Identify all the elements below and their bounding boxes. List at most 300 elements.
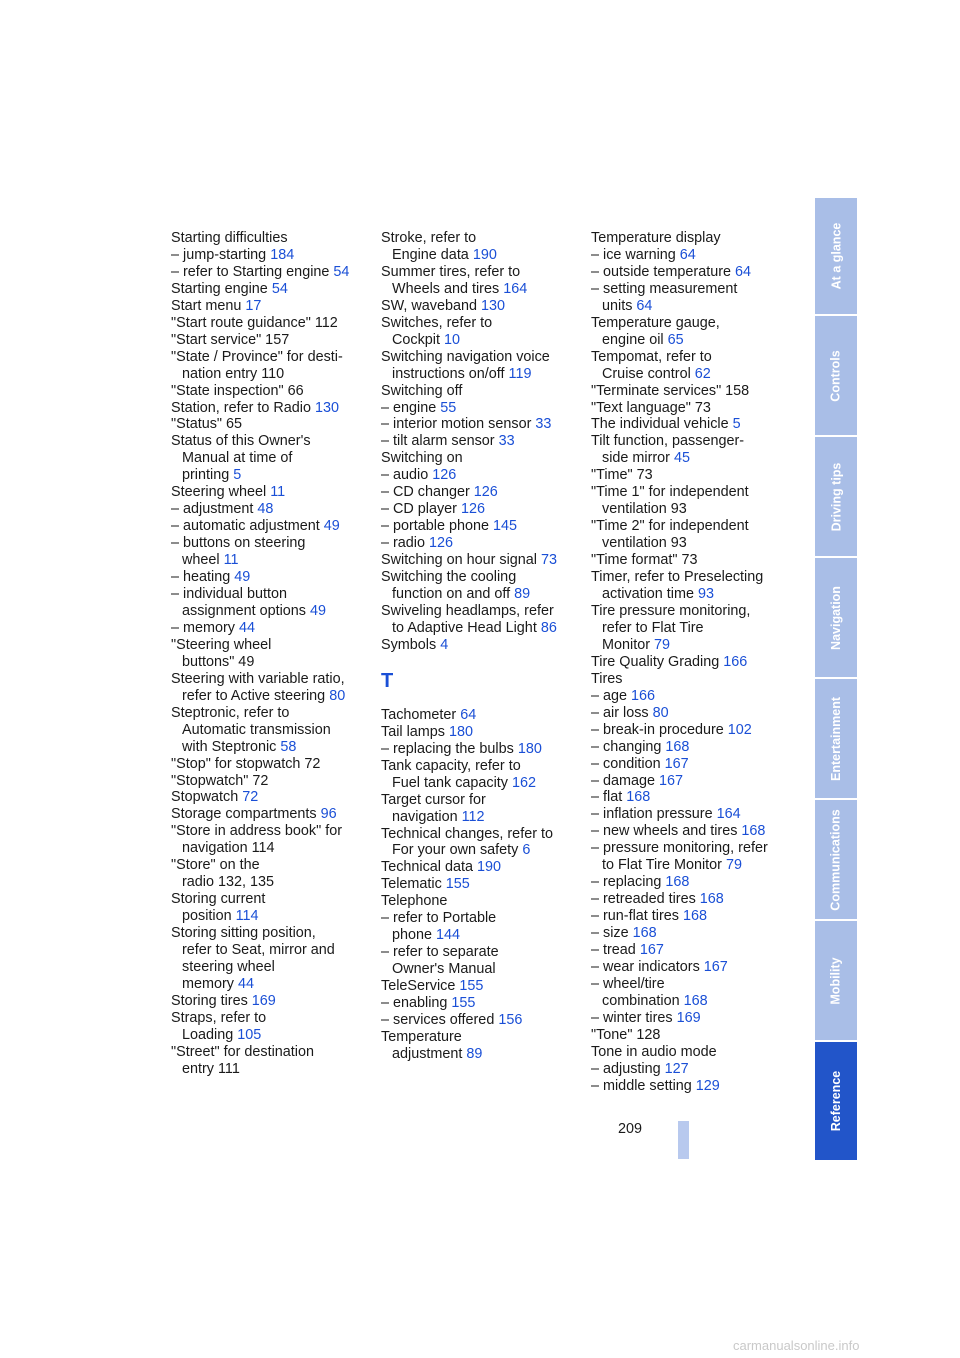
index-entry-text: Tire Quality Grading <box>591 653 724 670</box>
index-entry <box>171 1010 371 1027</box>
page-link[interactable]: 130 <box>314 399 339 416</box>
index-entry <box>171 891 371 908</box>
index-entry-text: Status of this Owner's <box>171 433 311 450</box>
index-entry <box>591 1027 791 1044</box>
index-entry <box>171 518 371 535</box>
tab-reference[interactable] <box>815 1042 857 1160</box>
index-entry-text: to Flat Tire Monitor <box>602 857 726 874</box>
index-entry <box>171 1044 371 1061</box>
index-entry-text: Tilt function, passenger- <box>591 433 745 450</box>
index-letter-heading: T <box>381 669 394 692</box>
index-entry-text: Switches, refer to <box>381 314 493 331</box>
index-entry <box>171 247 371 264</box>
index-entry-text: – memory <box>171 619 239 636</box>
tab-at-a-glance[interactable] <box>815 198 857 314</box>
tab-label: Controls <box>829 349 844 402</box>
index-entry <box>381 876 581 893</box>
index-entry-text: "Tone" 128 <box>591 1026 661 1043</box>
page-link[interactable]: 80 <box>652 704 669 721</box>
index-entry <box>381 230 581 247</box>
index-entry-text: Manual at time of <box>182 450 293 467</box>
tab-mobility[interactable] <box>815 921 857 1040</box>
index-entry-text: – enabling <box>381 995 452 1012</box>
index-entry-text: "Stop" for stopwatch 72 <box>171 755 321 772</box>
index-entry-text: Tires <box>591 670 623 687</box>
index-entry <box>381 741 581 758</box>
index-entry-text: – engine <box>381 399 441 416</box>
page-link[interactable]: 65 <box>667 331 684 348</box>
index-entry <box>591 484 791 501</box>
index-entry-text: – flat <box>591 789 627 806</box>
page-link[interactable]: 44 <box>238 619 255 636</box>
page-link[interactable]: 164 <box>503 280 528 297</box>
index-entry <box>171 586 371 603</box>
index-entry-text: Starting engine <box>171 280 272 297</box>
index-entry-text: "State / Province" for desti- <box>171 348 343 365</box>
page-link[interactable]: 127 <box>664 1060 689 1077</box>
index-entry-text: Timer, refer to Preselecting <box>591 569 764 586</box>
page-link[interactable]: 156 <box>498 1011 523 1028</box>
index-entry <box>171 773 371 790</box>
index-entry-text: Tire pressure monitoring, <box>591 602 751 619</box>
index-entry <box>171 349 371 366</box>
page-link[interactable]: 155 <box>459 978 484 995</box>
index-entry-text: Tachometer <box>381 706 461 723</box>
page-link[interactable]: 62 <box>694 365 711 382</box>
index-entry <box>591 315 791 332</box>
index-entry-text: Loading <box>182 1026 238 1043</box>
page-link[interactable]: 86 <box>540 619 557 636</box>
page-link[interactable]: 72 <box>242 789 259 806</box>
index-entry-text: Tail lamps <box>381 723 449 740</box>
index-entry-text: Storing current <box>171 891 266 908</box>
page-link[interactable]: 167 <box>664 755 689 772</box>
index-entry-text: – CD changer <box>381 484 474 501</box>
index-entry <box>381 995 581 1012</box>
index-entry <box>591 501 791 518</box>
index-entry-text: Target cursor for <box>381 791 486 808</box>
page-link[interactable]: 126 <box>460 501 485 518</box>
index-entry-text: refer to Active steering <box>182 687 330 704</box>
index-entry-text: – break-in procedure <box>591 721 728 738</box>
index-entry-text: Steering wheel <box>171 484 271 501</box>
page-link[interactable]: 167 <box>659 772 684 789</box>
tab-navigation[interactable] <box>815 558 857 677</box>
page-link[interactable]: 79 <box>653 636 670 653</box>
page-link[interactable]: 168 <box>665 874 690 891</box>
index-entry <box>171 857 371 874</box>
index-entry <box>171 383 371 400</box>
tab-driving-tips[interactable] <box>815 437 857 556</box>
page-link[interactable]: 190 <box>477 859 502 876</box>
index-entry-text: – heating <box>171 569 235 586</box>
index-entry <box>381 433 581 450</box>
page-link[interactable]: 166 <box>723 653 748 670</box>
page-link[interactable]: 155 <box>445 876 470 893</box>
page-link[interactable]: 126 <box>432 467 457 484</box>
tab-controls[interactable] <box>815 316 857 435</box>
index-entry <box>171 450 371 467</box>
page-link[interactable]: 144 <box>436 927 461 944</box>
index-entry-text: – damage <box>591 772 660 789</box>
page-link[interactable]: 166 <box>631 687 656 704</box>
tab-communications[interactable] <box>815 800 857 919</box>
index-entry-text: Storing sitting position, <box>171 925 316 942</box>
index-entry <box>171 671 371 688</box>
index-entry <box>171 908 371 925</box>
page-link[interactable]: 11 <box>223 552 239 569</box>
page-link[interactable]: 145 <box>493 518 518 535</box>
index-entry <box>171 688 371 705</box>
index-entry-text: Temperature display <box>591 230 721 246</box>
index-entry-text: Telephone <box>381 893 448 910</box>
index-entry <box>381 552 581 569</box>
page-link[interactable]: 126 <box>429 535 454 552</box>
index-entry-text: ventilation 93 <box>602 535 687 552</box>
index-entry-text: Temperature gauge, <box>591 314 720 331</box>
tab-label: Navigation <box>829 585 843 650</box>
index-entry-text: position <box>182 908 236 925</box>
index-entry <box>381 383 581 400</box>
index-entry <box>591 773 791 790</box>
page-link[interactable]: 155 <box>451 995 476 1012</box>
index-entry-text: "Start route guidance" 112 <box>171 314 338 331</box>
index-entry <box>171 925 371 942</box>
index-entry-text: "Start service" 157 <box>171 331 290 348</box>
index-entry <box>591 1078 791 1095</box>
index-entry-text: Stroke, refer to <box>381 230 477 246</box>
index-entry-text: – inflation pressure <box>591 806 717 823</box>
index-entry-text: Summer tires, refer to <box>381 263 521 280</box>
index-entry-text: "Time format" 73 <box>591 552 698 569</box>
index-entry <box>381 298 581 315</box>
index-entry <box>381 707 581 724</box>
page-link[interactable]: 168 <box>626 789 651 806</box>
index-entry-text: "Store" on the <box>171 857 260 874</box>
index-entry-text: Automatic transmission <box>182 721 331 738</box>
index-entry <box>591 586 791 603</box>
page-link[interactable]: 80 <box>329 687 346 704</box>
index-entry-text: – ice warning <box>591 246 680 263</box>
index-entry-text: – outside temperature <box>591 263 735 280</box>
index-entry <box>591 959 791 976</box>
page-link[interactable]: 10 <box>443 331 460 348</box>
index-entry <box>171 840 371 857</box>
index-entry-text: activation time <box>602 586 698 603</box>
index-entry <box>591 569 791 586</box>
page-link[interactable]: 49 <box>310 602 327 619</box>
index-entry-text: "Store in address book" for <box>171 823 343 840</box>
page-link[interactable]: 33 <box>498 433 515 450</box>
index-entry <box>591 467 791 484</box>
page-link[interactable]: 64 <box>735 263 752 280</box>
index-entry <box>171 501 371 518</box>
index-entry-text: memory <box>182 975 238 992</box>
page-link[interactable]: 96 <box>320 806 337 823</box>
page-link[interactable]: 169 <box>251 992 276 1009</box>
index-entry <box>381 535 581 552</box>
index-entry-text: "Street" for destination <box>171 1043 315 1060</box>
tab-label: Mobility <box>829 956 843 1005</box>
index-entry-text: Tone in audio mode <box>591 1043 717 1060</box>
page-link[interactable]: 169 <box>676 1009 701 1026</box>
index-entry <box>381 893 581 910</box>
page-link[interactable]: 89 <box>466 1045 483 1062</box>
index-entry-text: Starting difficulties <box>171 230 288 246</box>
page-link[interactable]: 33 <box>535 416 552 433</box>
index-entry <box>591 281 791 298</box>
index-entry <box>591 840 791 857</box>
index-entry <box>381 603 581 620</box>
index-entry-text: Steptronic, refer to <box>171 704 290 721</box>
page-link[interactable]: 45 <box>673 450 690 467</box>
page-link[interactable]: 49 <box>234 569 251 586</box>
index-entry-text: – interior motion sensor <box>381 416 536 433</box>
index-entry <box>381 758 581 775</box>
index-entry-text: function on and off <box>392 586 515 603</box>
index-entry-text: – automatic adjustment <box>171 518 324 535</box>
index-entry-text: to Adaptive Head Light <box>392 619 541 636</box>
index-entry <box>381 724 581 741</box>
index-entry <box>171 976 371 993</box>
page-link[interactable]: 48 <box>257 501 274 518</box>
index-entry-text: – adjustment <box>171 501 258 518</box>
index-entry-text: Temperature <box>381 1028 462 1045</box>
index-entry <box>171 433 371 450</box>
index-entry <box>381 775 581 792</box>
page-link[interactable]: 184 <box>270 246 295 263</box>
index-entry-text: navigation <box>392 808 462 825</box>
index-entry <box>591 942 791 959</box>
page-link[interactable]: 5 <box>233 467 242 484</box>
page-link[interactable]: 126 <box>473 484 498 501</box>
page-link[interactable]: 58 <box>280 738 297 755</box>
page-link[interactable]: 112 <box>461 808 485 825</box>
index-entry-text: – adjusting <box>591 1060 665 1077</box>
page-link[interactable]: 54 <box>271 280 288 297</box>
index-entry-text: Stopwatch <box>171 789 243 806</box>
page-link[interactable]: 168 <box>683 992 708 1009</box>
index-entry-text: assignment options <box>182 602 310 619</box>
tab-entertainment[interactable] <box>815 679 857 798</box>
page-link[interactable]: 168 <box>699 891 724 908</box>
index-entry <box>591 518 791 535</box>
page-link[interactable]: 79 <box>725 857 742 874</box>
index-entry-text: Station, refer to Radio <box>171 399 315 416</box>
page-link[interactable]: 129 <box>695 1077 720 1094</box>
index-entry <box>591 349 791 366</box>
index-entry-text: "Status" 65 <box>171 416 243 433</box>
index-entry-text: – middle setting <box>591 1077 696 1094</box>
page-link[interactable]: 168 <box>632 925 657 942</box>
index-entry <box>381 792 581 809</box>
page-link[interactable]: 93 <box>697 586 714 603</box>
page-link[interactable]: 44 <box>237 975 254 992</box>
index-entry <box>591 925 791 942</box>
index-entry-text: Switching on hour signal <box>381 552 541 569</box>
index-entry-text: – replacing <box>591 874 666 891</box>
index-entry-text: Tank capacity, refer to <box>381 757 521 774</box>
index-entry <box>171 484 371 501</box>
watermark: carmanualsonline.info <box>733 1338 860 1353</box>
index-entry-text: – portable phone <box>381 518 494 535</box>
index-entry <box>171 874 371 891</box>
index-entry <box>381 332 581 349</box>
index-entry-text: "Time" 73 <box>591 467 653 484</box>
index-entry-text: – winter tires <box>591 1009 677 1026</box>
index-entry <box>591 1010 791 1027</box>
page-link[interactable]: 5 <box>732 416 741 433</box>
index-entry <box>381 927 581 944</box>
index-entry <box>171 467 371 484</box>
index-entry <box>381 1046 581 1063</box>
index-entry <box>591 298 791 315</box>
index-entry-text: – air loss <box>591 704 653 721</box>
index-entry-text: Storage compartments <box>171 806 321 823</box>
page-link[interactable]: 105 <box>237 1026 262 1043</box>
index-entry-text: combination <box>602 992 684 1009</box>
index-entry-text: For your own safety <box>392 842 523 859</box>
page-link[interactable]: 162 <box>511 774 536 791</box>
index-entry-text: Wheels and tires <box>392 280 504 297</box>
index-entry <box>171 806 371 823</box>
index-entry <box>381 859 581 876</box>
index-entry-text: Engine data <box>392 246 473 263</box>
index-entry <box>381 1029 581 1046</box>
index-entry-text: phone <box>392 927 437 944</box>
index-entry <box>171 281 371 298</box>
index-entry-text: – refer to Starting engine <box>171 263 334 280</box>
index-entry <box>591 383 791 400</box>
page-number: 209 <box>618 1121 643 1137</box>
page-link[interactable]: 167 <box>703 958 728 975</box>
page-link[interactable]: 11 <box>270 484 286 501</box>
index-entry <box>381 315 581 332</box>
index-entry-text: printing <box>182 467 234 484</box>
index-entry <box>591 1044 791 1061</box>
page-link[interactable]: 180 <box>448 723 473 740</box>
index-entry <box>171 332 371 349</box>
page-link[interactable]: 130 <box>481 297 506 314</box>
index-entry <box>171 942 371 959</box>
index-entry-text: – radio <box>381 535 429 552</box>
index-entry-text: Switching navigation voice <box>381 348 550 365</box>
index-entry-text: – replacing the bulbs <box>381 740 518 757</box>
index-entry <box>591 823 791 840</box>
page-link[interactable]: 17 <box>245 297 262 314</box>
index-entry <box>381 637 581 654</box>
index-entry <box>171 264 371 281</box>
index-entry <box>591 637 791 654</box>
page-link[interactable]: 119 <box>508 365 532 382</box>
index-entry-text: "Terminate services" 158 <box>591 382 750 399</box>
index-entry-text: Technical data <box>381 859 477 876</box>
index-entry <box>381 961 581 978</box>
page-link[interactable]: 180 <box>517 740 542 757</box>
tab-label: Reference <box>829 1070 844 1132</box>
index-entry-text: Switching the cooling <box>381 569 517 586</box>
index-column-2 <box>381 230 581 1063</box>
index-entry-text: TeleService <box>381 978 460 995</box>
index-entry-text: refer to Seat, mirror and <box>182 942 335 959</box>
index-entry <box>171 993 371 1010</box>
index-entry-text: Start menu <box>171 297 246 314</box>
index-entry-text: navigation 114 <box>182 840 275 857</box>
tab-label: At a glance <box>829 222 843 290</box>
index-column-3 <box>591 230 791 1095</box>
index-entry <box>171 637 371 654</box>
index-entry-text: SW, waveband <box>381 297 481 314</box>
index-entry <box>171 230 371 247</box>
index-entry <box>591 450 791 467</box>
index-entry-text: "Text language" 73 <box>591 399 711 416</box>
page-link[interactable]: 73 <box>541 552 558 569</box>
index-entry-text: – individual button <box>171 586 288 603</box>
page-link[interactable]: 4 <box>440 636 449 653</box>
page-link[interactable]: 49 <box>323 518 340 535</box>
index-entry <box>591 891 791 908</box>
page-link[interactable]: 64 <box>636 297 653 314</box>
index-entry-text: "Time 1" for independent <box>591 484 749 501</box>
index-entry-text: Tempomat, refer to <box>591 348 712 365</box>
index-entry <box>591 857 791 874</box>
index-entry <box>381 826 581 843</box>
page-link[interactable]: 64 <box>679 246 696 263</box>
index-entry-text: steering wheel <box>182 958 275 975</box>
page-link[interactable]: 164 <box>716 806 741 823</box>
page-link[interactable]: 54 <box>333 263 350 280</box>
index-entry <box>171 756 371 773</box>
index-entry <box>171 400 371 417</box>
index-entry-text: wheel <box>182 552 224 569</box>
page-link[interactable]: 168 <box>665 738 690 755</box>
page-link[interactable]: 102 <box>727 721 752 738</box>
page-link[interactable]: 190 <box>472 246 497 263</box>
index-entry-text: – changing <box>591 738 666 755</box>
page-link[interactable]: 168 <box>741 823 766 840</box>
index-entry <box>381 501 581 518</box>
index-entry-text: "Steering wheel <box>171 636 272 653</box>
index-entry-text: refer to Flat Tire <box>602 619 704 636</box>
index-entry <box>591 705 791 722</box>
index-entry-text: – size <box>591 925 633 942</box>
index-entry-text: Cruise control <box>602 365 695 382</box>
section-tabs <box>815 198 857 1160</box>
page-link[interactable]: 167 <box>639 942 664 959</box>
page-link[interactable]: 89 <box>514 586 531 603</box>
index-entry <box>591 654 791 671</box>
index-entry <box>591 722 791 739</box>
page-link[interactable]: 64 <box>460 706 477 723</box>
index-entry <box>381 247 581 264</box>
page-link[interactable]: 114 <box>235 908 259 925</box>
index-entry-text: – services offered <box>381 1011 499 1028</box>
index-entry-text: – tread <box>591 942 640 959</box>
index-entry-text: "Stopwatch" 72 <box>171 772 269 789</box>
index-entry <box>381 842 581 859</box>
page-link[interactable]: 55 <box>440 399 457 416</box>
index-entry-text: engine oil <box>602 331 668 348</box>
index-entry <box>381 978 581 995</box>
index-entry <box>591 416 791 433</box>
index-entry-text: Switching on <box>381 450 463 467</box>
index-entry-text: – wear indicators <box>591 958 704 975</box>
page-link[interactable]: 6 <box>522 842 531 859</box>
index-entry <box>591 671 791 688</box>
index-entry <box>591 739 791 756</box>
page-link[interactable]: 168 <box>682 908 707 925</box>
index-entry <box>171 603 371 620</box>
